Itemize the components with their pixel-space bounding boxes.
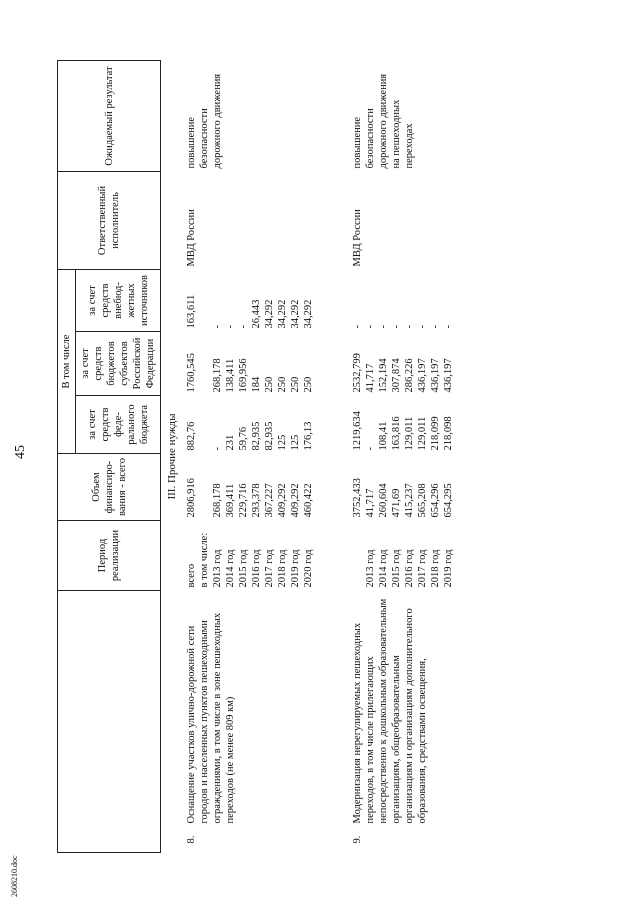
measure-total: 2806,916 268,178 369,411 229,716 293,378 367,227 409,292 409,292 460,422 (186, 478, 314, 518)
measure-regional: 1760,545 268,178 138,411 169,956 184 250 250 250 250 (186, 353, 314, 393)
header-including: В том числе (58, 270, 76, 454)
header-volume: Объем финансиро- вания - всего (58, 454, 161, 521)
measure-periods: всего в том числе: 2013 год 2014 год 2015 год 2016 год 2017 год 2018 год 2019 год 2020 год (186, 532, 314, 588)
header-extrabudget: за счет средств внебюд- жетных источников (76, 270, 161, 332)
header-regional: за счет средств бюджетов субъектов Российской Федерации (76, 332, 161, 396)
header-measure (58, 591, 161, 853)
measure-extrabudget: 163,611 - - - 26,443 34,292 34,292 34,292 34,292 (186, 294, 314, 329)
measure-number: 8. (186, 835, 197, 844)
measure-number: 9. (352, 835, 363, 844)
program-table (57, 60, 457, 853)
table-row-measure-8 (183, 61, 317, 853)
header-federal: за счет средств феде- рального бюджета (76, 396, 161, 454)
section-title: III. Прочие нужды (166, 413, 178, 500)
measure-regional: 2532,799 41,717 152,194 307,874 286,226 436,197 436,197 436,197 (352, 353, 454, 393)
measure-description: Оснащение участков улично-дорожной сети городов и населенных пунктов пешеходными ограждениями, в том числе в зоне пешеходных переходов (не менее 809 км) (186, 612, 236, 824)
footer-code: 2608210.doc (10, 855, 19, 897)
measure-description: Модернизация нерегулируемых пешеходных переходов, в том числе прилегающих непосредственно к дошкольным образовательным организациям, общеобразовательным организациям и организациям дополнительного образования, средствами освещения, (352, 598, 428, 824)
measure-extrabudget: - - - - - - - - (352, 325, 454, 329)
header-result: Ожидаемый результат (58, 61, 161, 172)
header-period: Период реализации (58, 521, 161, 591)
measure-responsible: МВД России (352, 209, 363, 267)
measure-responsible: МВД России (186, 209, 197, 267)
page-number: 45 (13, 445, 28, 459)
measure-result: повышение безопасности дорожного движения на пешеходных переходах (352, 73, 415, 169)
measure-federal: 1219,634 - 108,41 163,816 129,011 129,011 218,099 218,098 (352, 411, 454, 451)
table-row-measure-9 (349, 61, 457, 853)
measure-federal: 882,76 - 231 59,76 82,935 82,935 125 125 176,13 (186, 421, 314, 451)
header-responsible: Ответственный исполнитель (58, 172, 161, 270)
measure-total: 3752,433 41,717 260,604 471,69 415,237 565,208 654,296 654,295 (352, 478, 454, 518)
measure-periods: 2013 год 2014 год 2015 год 2016 год 2017 год 2018 год 2019 год (365, 549, 454, 588)
measure-result: повышение безопасности дорожного движения (186, 73, 223, 169)
table-header (58, 61, 161, 853)
